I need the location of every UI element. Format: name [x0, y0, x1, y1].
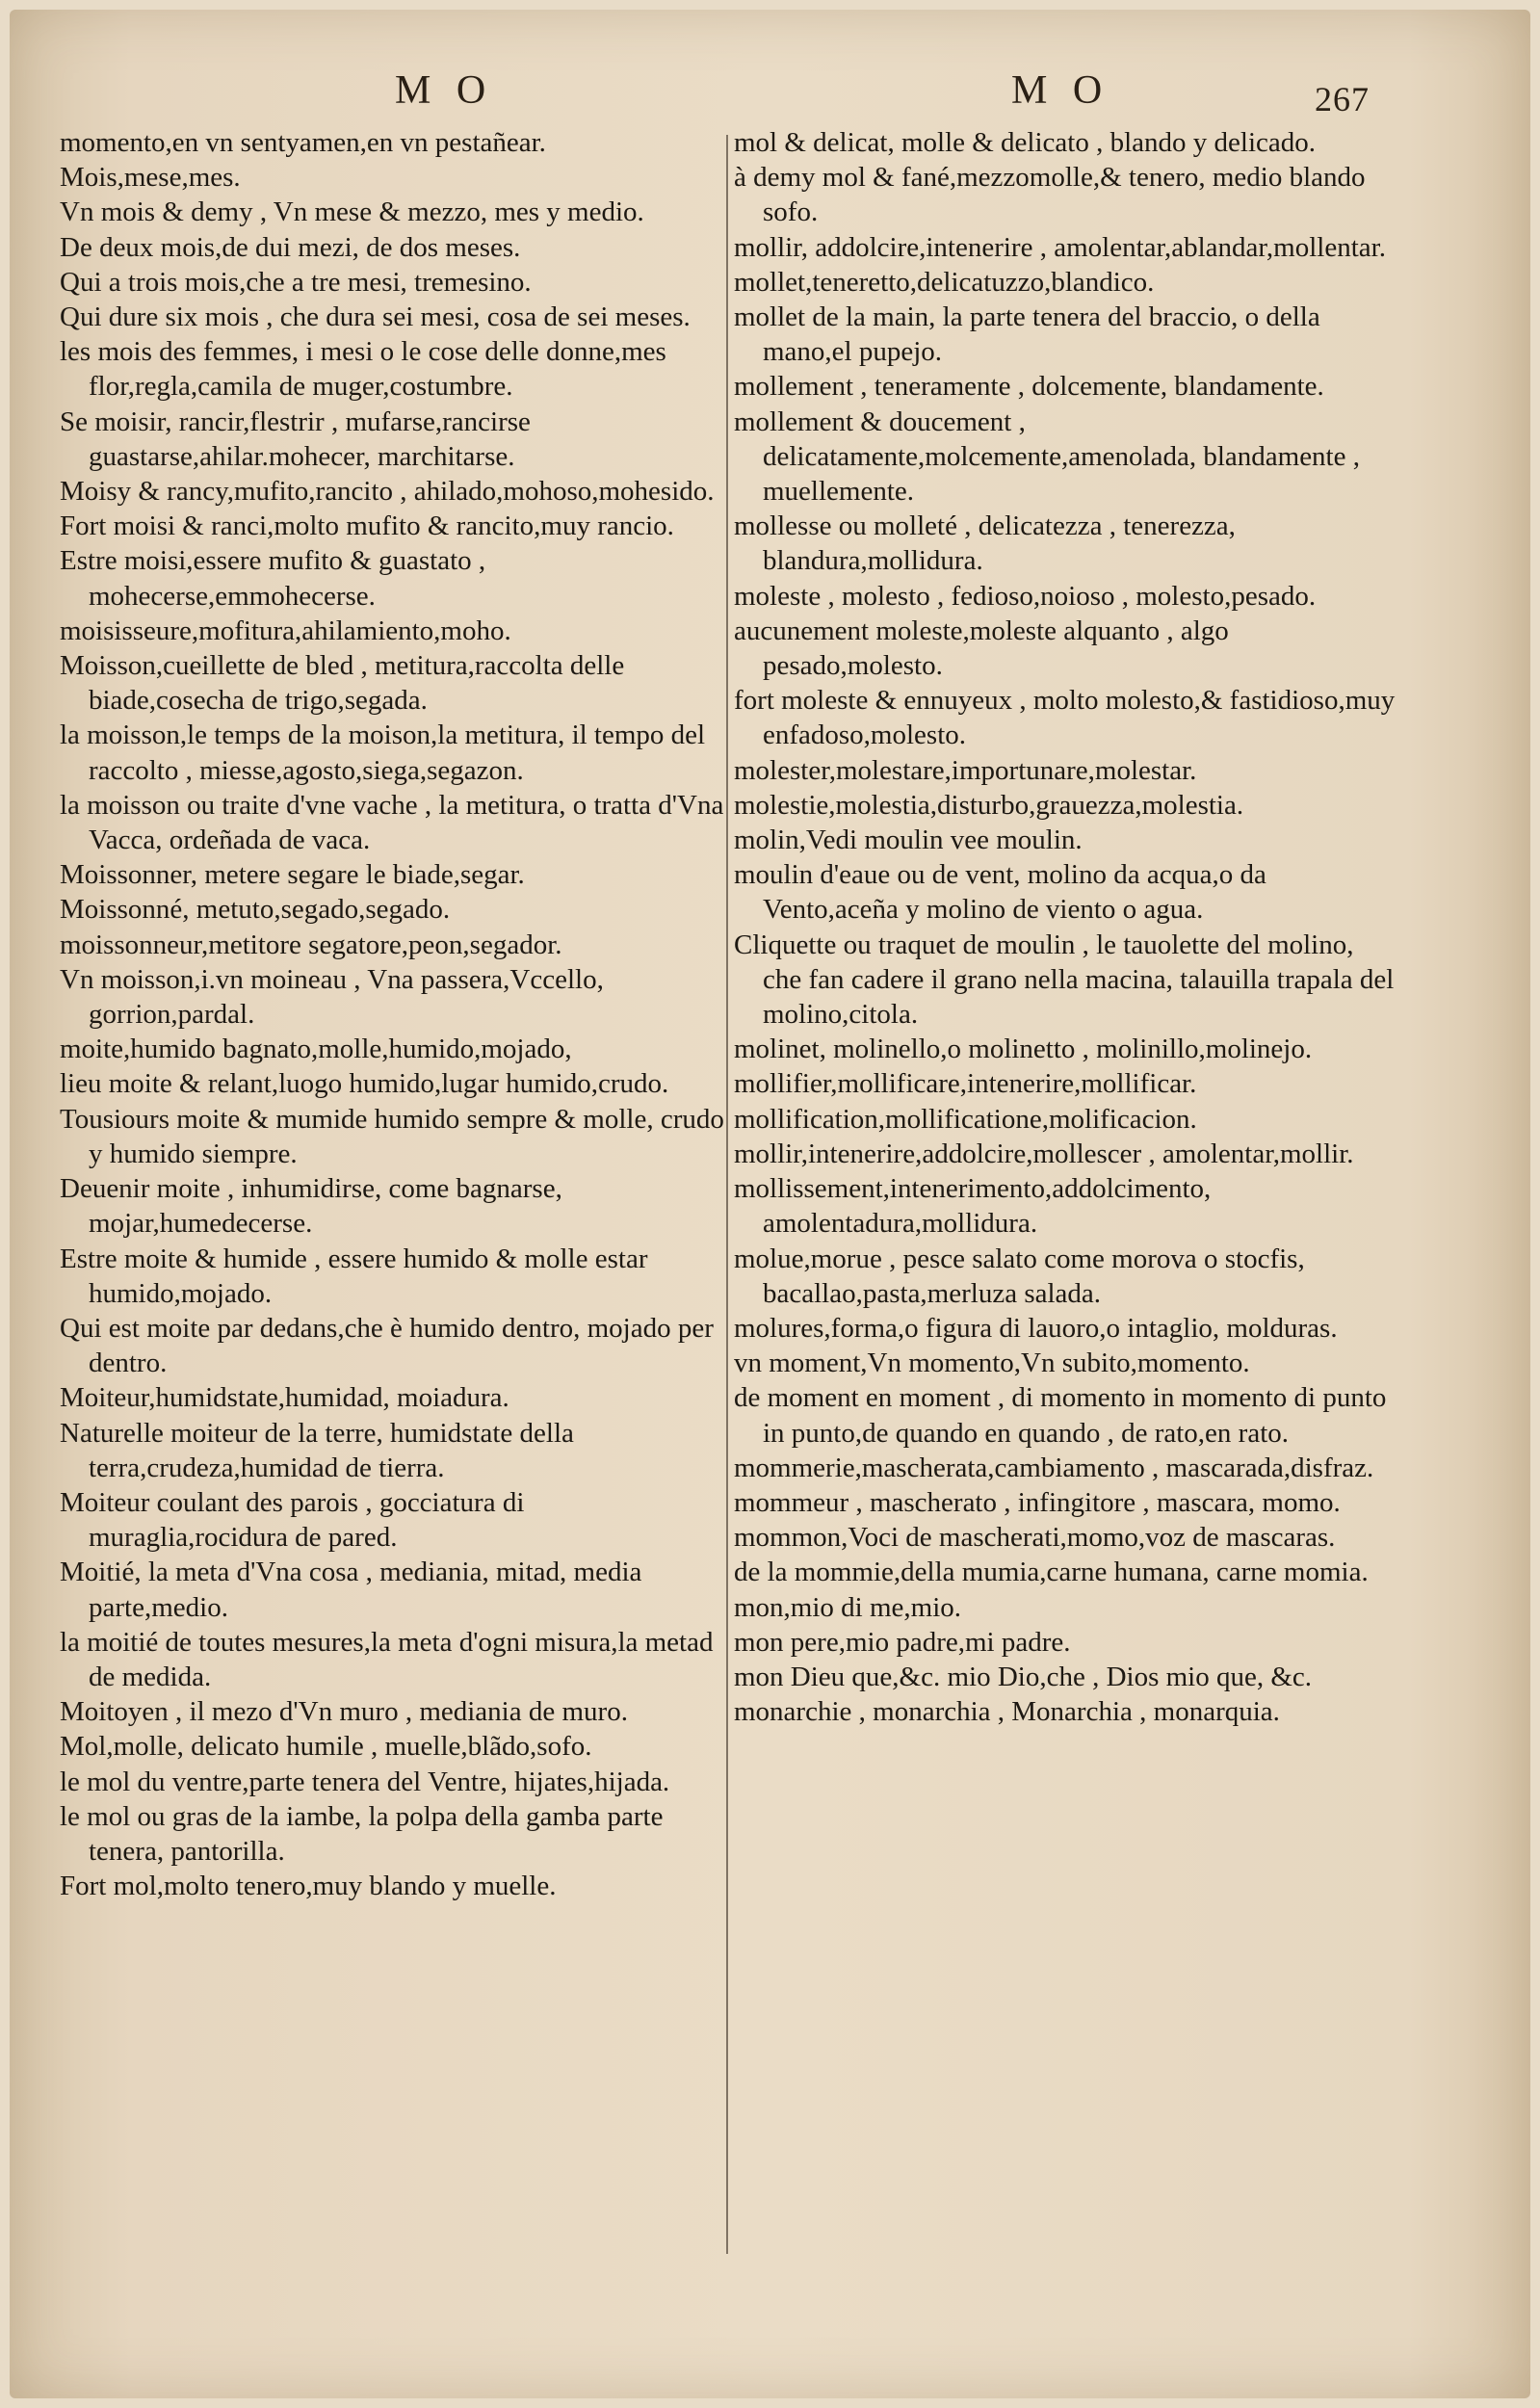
- dictionary-entry: de la mommie,della mumia,carne humana, carne momia.: [734, 1557, 1369, 1588]
- dictionary-entry: Moisson,cueillette de bled , metitura,raccolta delle biade,cosecha de trigo,segada.: [60, 650, 625, 717]
- running-head-left: M O: [395, 68, 494, 113]
- dictionary-page: [10, 10, 1530, 2398]
- dictionary-entry: Mol,molle, delicato humile , muelle,blãdo,sofo.: [60, 1731, 592, 1763]
- running-head-right: M O: [1011, 68, 1110, 113]
- dictionary-entry: Qui a trois mois,che a tre mesi, tremesino.: [60, 266, 532, 298]
- dictionary-entry: momento,en vn sentyamen,en vn pestañear.: [60, 127, 546, 158]
- dictionary-entry: De deux mois,de dui mezi, de dos meses.: [60, 231, 521, 263]
- dictionary-entry: mollir,intenerire,addolcire,mollescer , amolentar,mollir.: [734, 1138, 1354, 1169]
- dictionary-entry: monarchie , monarchia , Monarchia , monarquia.: [734, 1696, 1280, 1728]
- dictionary-entry: Fort moisi & ranci,molto mufito & rancito,muy rancio.: [60, 510, 674, 542]
- dictionary-entry: molester,molestare,importunare,molestar.: [734, 754, 1197, 786]
- dictionary-entry: mon pere,mio padre,mi padre.: [734, 1626, 1071, 1658]
- dictionary-entry: molin,Vedi moulin vee moulin.: [734, 824, 1083, 856]
- dictionary-entry: Moissonner, metere segare le biade,segar.: [60, 859, 525, 891]
- dictionary-entry: mollir, addolcire,intenerire , amolentar,ablandar,mollentar.: [734, 231, 1386, 263]
- dictionary-entry: Se moisir, rancir,flestrir , mufarse,rancirse guastarse,ahilar.mohecer, marchitarse.: [60, 406, 531, 472]
- dictionary-entry: moisisseure,mofitura,ahilamiento,moho.: [60, 615, 511, 646]
- dictionary-entry: aucunement moleste,moleste alquanto , algo pesado,molesto.: [734, 615, 1229, 682]
- dictionary-entry: mommon,Voci de mascherati,momo,voz de mascaras.: [734, 1522, 1336, 1554]
- dictionary-entry: mollissement,intenerimento,addolcimento, amolentadura,mollidura.: [734, 1173, 1212, 1240]
- right-column: [734, 125, 1398, 1729]
- dictionary-entry: molures,forma,o figura di lauoro,o intaglio, molduras.: [734, 1312, 1338, 1344]
- dictionary-entry: à demy mol & fané,mezzomolle,& tenero, medio blando sofo.: [734, 162, 1366, 228]
- dictionary-entry: Cliquette ou traquet de moulin , le tauolette del molino, che fan cadere il grano nella macina, talauilla trapala del molino,citola.: [734, 929, 1395, 1031]
- dictionary-entry: mollification,mollificatione,molificacion.: [734, 1103, 1197, 1135]
- dictionary-entry: Estre moisi,essere mufito & guastato , mohecerse,emmohecerse.: [60, 545, 486, 612]
- dictionary-entry: moite,humido bagnato,molle,humido,mojado,: [60, 1034, 572, 1065]
- left-column: [60, 125, 724, 1903]
- column-divider: [726, 135, 728, 2254]
- dictionary-entry: Fort mol,molto tenero,muy blando y muelle.: [60, 1871, 557, 1902]
- dictionary-entry: lieu moite & relant,luogo humido,lugar humido,crudo.: [60, 1068, 669, 1100]
- dictionary-entry: vn moment,Vn momento,Vn subito,momento.: [734, 1348, 1250, 1379]
- dictionary-entry: mollement , teneramente , dolcemente, blandamente.: [734, 371, 1324, 403]
- dictionary-entry: molestie,molestia,disturbo,grauezza,molestia.: [734, 789, 1244, 821]
- dictionary-entry: Moitié, la meta d'Vna cosa , mediania, mitad, media parte,medio.: [60, 1557, 642, 1623]
- dictionary-entry: mollement & doucement , delicatamente,molcemente,amenolada, blandamente , muellemente.: [734, 406, 1360, 508]
- dictionary-entry: la moisson ou traite d'vne vache , la metitura, o tratta d'Vna Vacca, ordeñada de vaca.: [60, 789, 724, 856]
- dictionary-entry: mollet,teneretto,delicatuzzo,blandico.: [734, 266, 1155, 298]
- dictionary-entry: le mol ou gras de la iambe, la polpa della gamba parte tenera, pantorilla.: [60, 1800, 664, 1867]
- dictionary-entry: mon,mio di me,mio.: [734, 1591, 962, 1623]
- dictionary-entry: Vn moisson,i.vn moineau , Vna passera,Vccello, gorrion,pardal.: [60, 963, 604, 1031]
- dictionary-entry: Qui dure six mois , che dura sei mesi, cosa de sei meses.: [60, 301, 691, 333]
- dictionary-entry: mommeur , mascherato , infingitore , mascara, momo.: [734, 1486, 1341, 1518]
- dictionary-entry: la moisson,le temps de la moison,la metitura, il tempo del raccolto , miesse,agosto,siega,segazon.: [60, 720, 706, 786]
- dictionary-entry: Moisy & rancy,mufito,rancito , ahilado,mohoso,mohesido.: [60, 476, 715, 508]
- dictionary-entry: de moment en moment , di momento in momento di punto in punto,de quando en quando , de rato,en rato.: [734, 1382, 1387, 1449]
- dictionary-entry: les mois des femmes, i mesi o le cose delle donne,mes flor,regla,camila de muger,costumbre.: [60, 336, 666, 403]
- dictionary-entry: Moiteur coulant des parois , gocciatura di muraglia,rocidura de pared.: [60, 1486, 525, 1554]
- dictionary-entry: molue,morue , pesce salato come morova o stocfis, bacallao,pasta,merluza salada.: [734, 1243, 1305, 1309]
- dictionary-entry: Vn mois & demy , Vn mese & mezzo, mes y medio.: [60, 196, 644, 228]
- dictionary-entry: Estre moite & humide , essere humido & molle estar humido,mojado.: [60, 1243, 648, 1309]
- dictionary-entry: Moitoyen , il mezo d'Vn muro , mediania de muro.: [60, 1696, 628, 1728]
- dictionary-entry: mollifier,mollificare,intenerire,mollificar.: [734, 1068, 1197, 1100]
- dictionary-entry: mon Dieu que,&c. mio Dio,che , Dios mio que, &c.: [734, 1661, 1313, 1692]
- dictionary-entry: moulin d'eaue ou de vent, molino da acqua,o da Vento,aceña y molino de viento o agua.: [734, 859, 1266, 926]
- dictionary-entry: Tousiours moite & mumide humido sempre & molle, crudo y humido siempre.: [60, 1103, 724, 1169]
- dictionary-entry: molinet, molinello,o molinetto , molinillo,molinejo.: [734, 1034, 1313, 1065]
- dictionary-entry: Naturelle moiteur de la terre, humidstate della terra,crudeza,humidad de tierra.: [60, 1417, 574, 1483]
- dictionary-entry: moissonneur,metitore segatore,peon,segador.: [60, 929, 562, 960]
- dictionary-entry: fort moleste & ennuyeux , molto molesto,& fastidioso,muy enfadoso,molesto.: [734, 685, 1396, 751]
- dictionary-entry: mollet de la main, la parte tenera del braccio, o della mano,el pupejo.: [734, 301, 1320, 368]
- dictionary-entry: moleste , molesto , fedioso,noioso , molesto,pesado.: [734, 580, 1317, 612]
- page-number: 267: [1315, 80, 1370, 118]
- dictionary-entry: Moiteur,humidstate,humidad, moiadura.: [60, 1382, 509, 1414]
- dictionary-entry: Qui est moite par dedans,che è humido dentro, mojado per dentro.: [60, 1312, 714, 1379]
- dictionary-entry: Moissonné, metuto,segado,segado.: [60, 894, 451, 926]
- dictionary-entry: le mol du ventre,parte tenera del Ventre, hijates,hijada.: [60, 1766, 670, 1797]
- dictionary-entry: mollesse ou molleté , delicatezza , tenerezza, blandura,mollidura.: [734, 510, 1236, 577]
- dictionary-entry: Deuenir moite , inhumidirse, come bagnarse, mojar,humedecerse.: [60, 1173, 562, 1240]
- page-header: [10, 67, 1530, 125]
- dictionary-entry: mommerie,mascherata,cambiamento , mascarada,disfraz.: [734, 1452, 1374, 1483]
- dictionary-entry: la moitié de toutes mesures,la meta d'ogni misura,la metad de medida.: [60, 1626, 714, 1692]
- dictionary-entry: Mois,mese,mes.: [60, 162, 241, 194]
- dictionary-entry: mol & delicat, molle & delicato , blando y delicado.: [734, 127, 1317, 158]
